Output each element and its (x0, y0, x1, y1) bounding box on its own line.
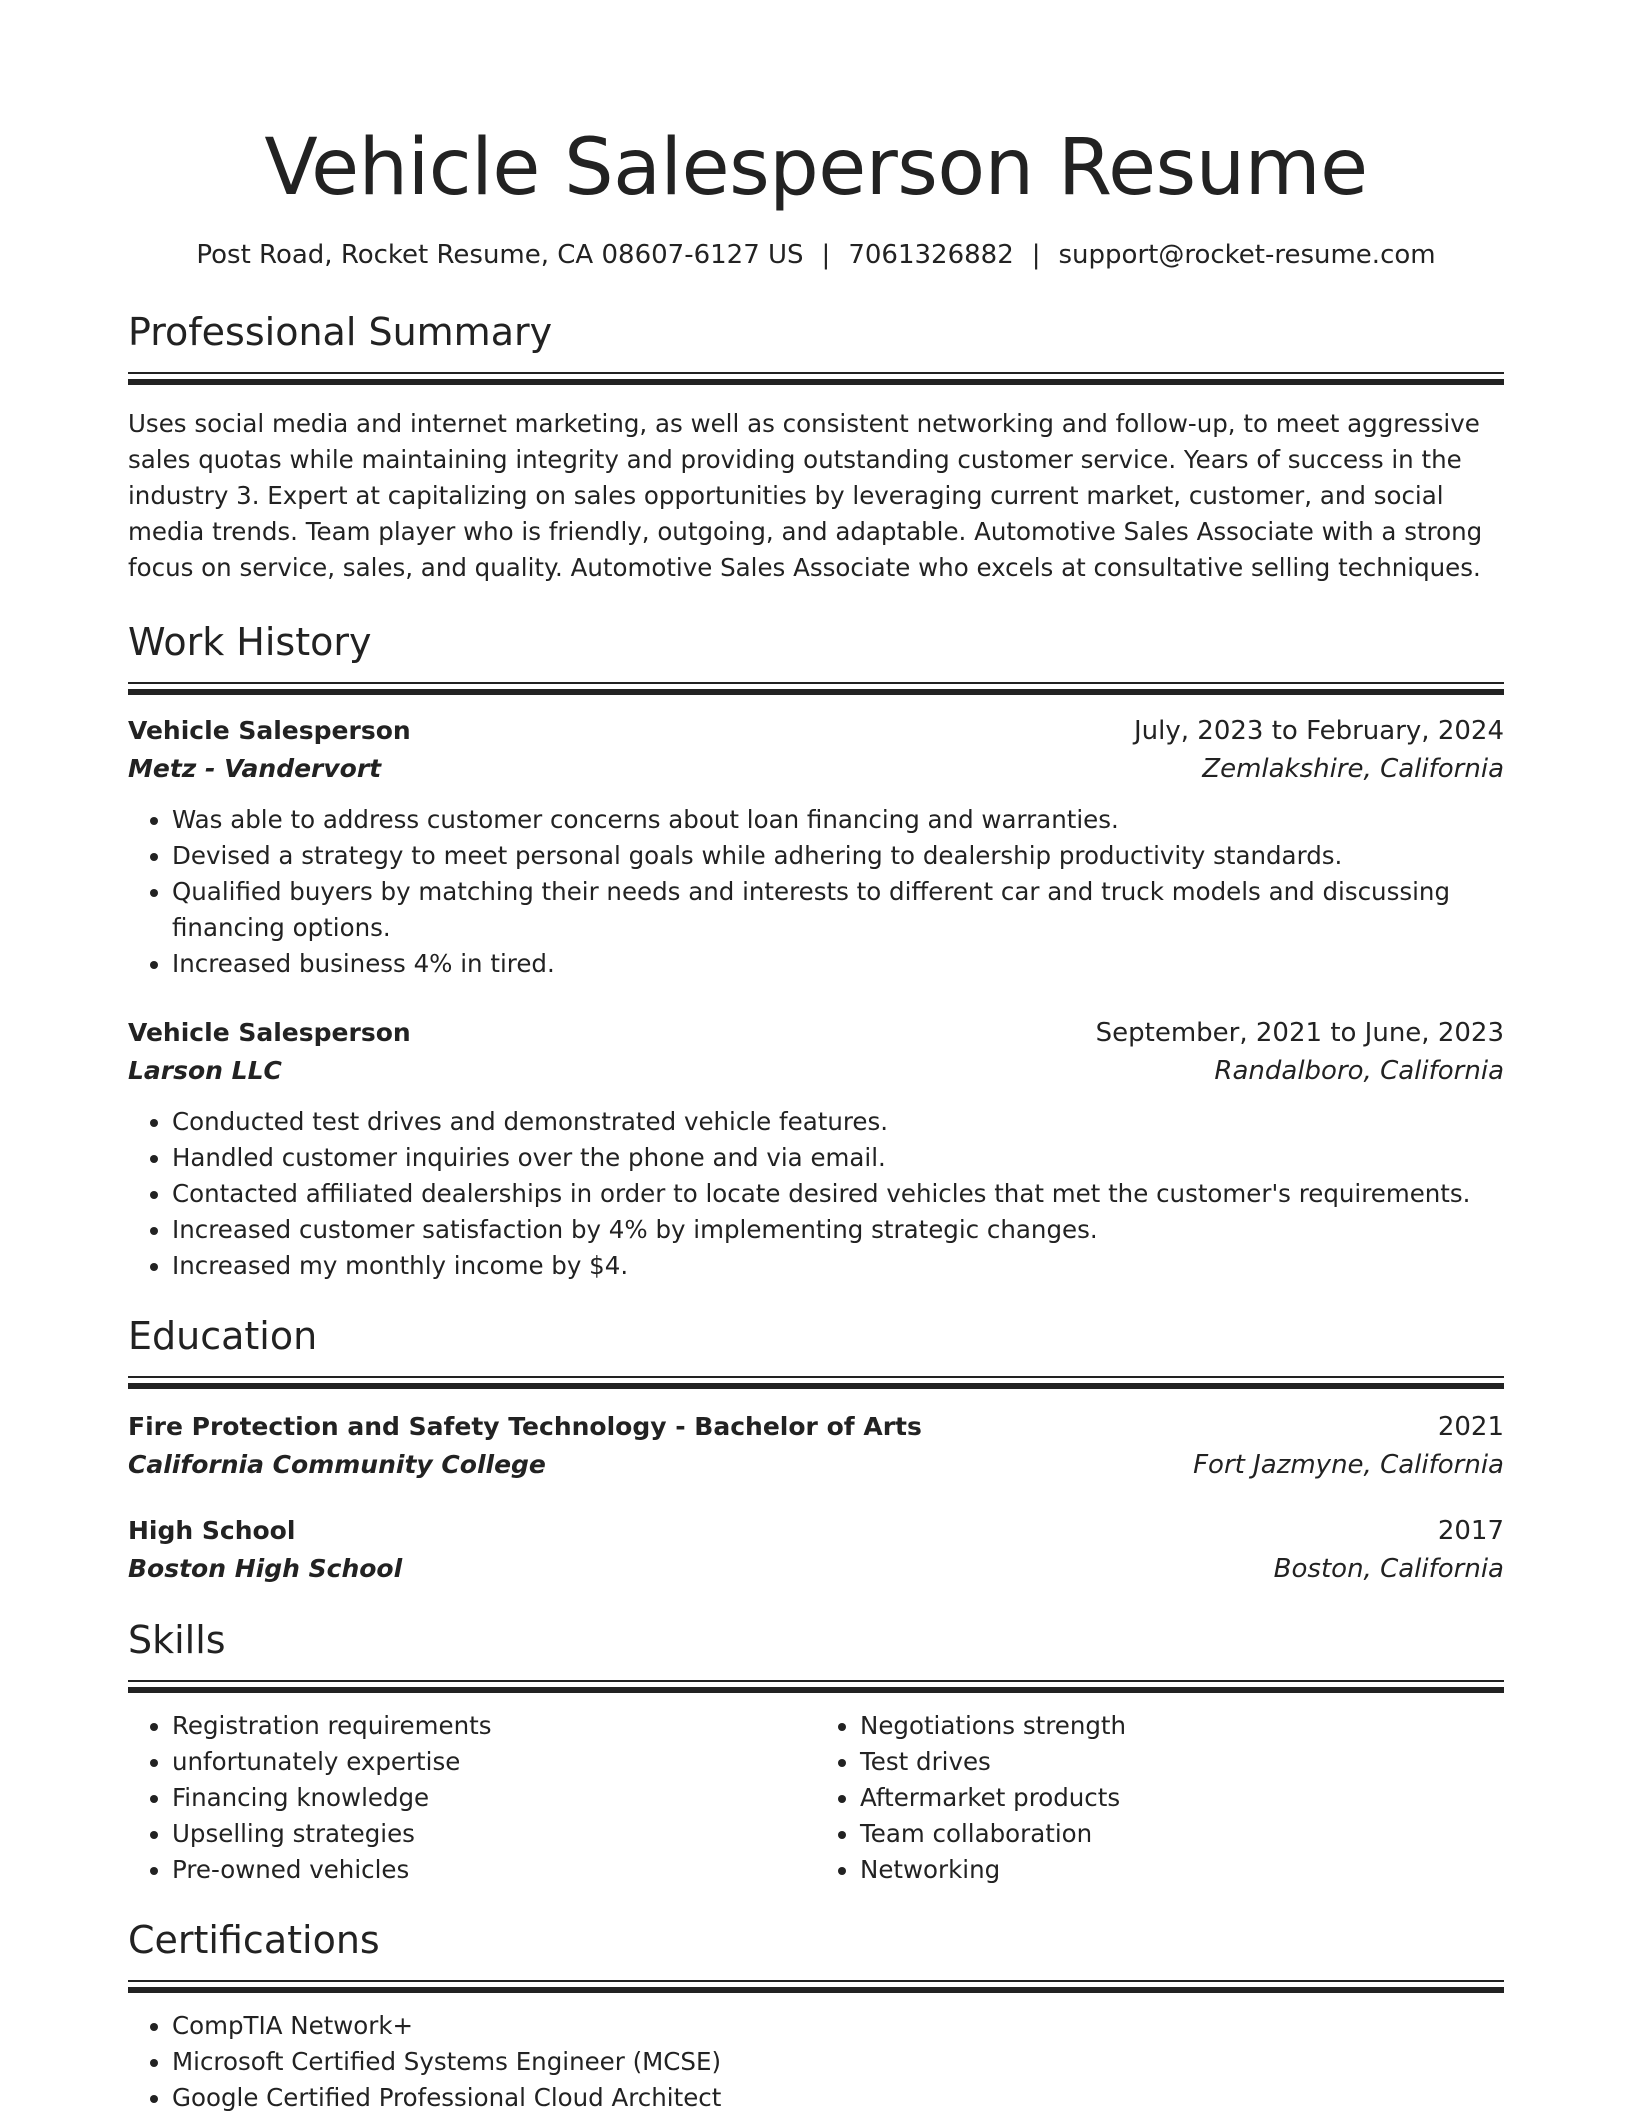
skills-list-left (128, 1708, 816, 1888)
skills-columns (128, 1708, 1504, 1888)
education-header-row (128, 1408, 1504, 1446)
job-title: Vehicle Salesperson (128, 1018, 411, 1047)
summary-section (128, 306, 1504, 586)
job-bullets (128, 802, 1504, 982)
list-item: • Conducted test drives and demonstrated vehicle features. (172, 1104, 1504, 1140)
job-company-row (128, 750, 1504, 788)
education-school-row (128, 1550, 1504, 1588)
section-divider (128, 372, 1504, 386)
list-item: • CompTIA Network+ (172, 2008, 1504, 2044)
certifications-section (128, 1914, 1504, 2116)
list-item: • Handled customer inquiries over the phone and via email. (172, 1140, 1504, 1176)
job-company-row (128, 1052, 1504, 1090)
job-entry (128, 1014, 1504, 1284)
page-title: Vehicle Salesperson Resume (264, 123, 1368, 213)
job-entry (128, 712, 1504, 982)
contact-line (128, 238, 1504, 272)
list-item: • Was able to address customer concerns about loan financing and warranties. (172, 802, 1504, 838)
education-section (128, 1310, 1504, 1588)
list-item: • Increased my monthly income by $4. (172, 1248, 1504, 1284)
job-title: Vehicle Salesperson (128, 716, 411, 745)
list-item: • unfortunately expertise (172, 1744, 816, 1780)
contact-email: support@rocket-resume.com (1058, 240, 1436, 270)
education-school-row (128, 1446, 1504, 1484)
contact-phone: 7061326882 (848, 240, 1014, 270)
job-company: Larson LLC (128, 1056, 282, 1085)
education-school: California Community College (128, 1450, 546, 1479)
section-divider (128, 1680, 1504, 1694)
list-item: • Pre-owned vehicles (172, 1852, 816, 1888)
certifications-list (128, 2008, 1504, 2116)
list-item: • Test drives (860, 1744, 1504, 1780)
job-location: Randalboro, California (1214, 1056, 1504, 1086)
job-dates: July, 2023 to February, 2024 (1134, 716, 1504, 746)
list-item: • Registration requirements (172, 1708, 816, 1744)
education-location: Boston, California (1273, 1554, 1504, 1584)
job-company: Metz - Vandervort (128, 754, 382, 783)
job-header-row (128, 1014, 1504, 1052)
list-item: • Increased business 4% in tired. (172, 946, 1504, 982)
section-heading-summary: Professional Summary (128, 310, 553, 354)
section-heading-work-history: Work History (128, 620, 372, 664)
skills-list-right (816, 1708, 1504, 1888)
education-school: Boston High School (128, 1554, 403, 1583)
education-degree: High School (128, 1516, 296, 1545)
list-item: • Negotiations strength (860, 1708, 1504, 1744)
list-item: • Networking (860, 1852, 1504, 1888)
section-divider (128, 1980, 1504, 1994)
list-item: • Contacted affiliated dealerships in order to locate desired vehicles that met the customer's requirements. (172, 1176, 1504, 1212)
section-heading-certifications: Certifications (128, 1918, 380, 1962)
contact-separator: | (1031, 240, 1041, 270)
list-item: • Google Certified Professional Cloud Architect (172, 2080, 1504, 2116)
education-header-row (128, 1512, 1504, 1550)
section-divider (128, 1376, 1504, 1390)
list-item: • Financing knowledge (172, 1780, 816, 1816)
list-item: • Microsoft Certified Systems Engineer (MCSE) (172, 2044, 1504, 2080)
list-item: • Aftermarket products (860, 1780, 1504, 1816)
education-degree: Fire Protection and Safety Technology - Bachelor of Arts (128, 1412, 922, 1441)
job-header-row (128, 712, 1504, 750)
list-item: • Team collaboration (860, 1816, 1504, 1852)
education-location: Fort Jazmyne, California (1193, 1450, 1504, 1480)
job-location: Zemlakshire, California (1202, 754, 1504, 784)
list-item: • Increased customer satisfaction by 4% by implementing strategic changes. (172, 1212, 1504, 1248)
job-dates: September, 2021 to June, 2023 (1095, 1018, 1504, 1048)
contact-separator: | (821, 240, 831, 270)
list-item: • Upselling strategies (172, 1816, 816, 1852)
work-history-section (128, 616, 1504, 1284)
summary-text: Uses social media and internet marketing, as well as consistent networking and follow-up, to meet aggressive sales quotas while maintaining integrity and providing outstanding customer service. Years of success in the industry 3. Expert at capitalizing on sales opportunities by leveraging current market, customer, and social media trends. Team player who is friendly, outgoing, and adaptable. Automotive Sales Associate with a strong focus on service, sales, and quality. Automotive Sales Associate who excels at consultative selling techniques. (128, 409, 1483, 582)
section-divider (128, 682, 1504, 696)
list-item: • Devised a strategy to meet personal goals while adhering to dealership productivity standards. (172, 838, 1504, 874)
education-year: 2021 (1437, 1412, 1504, 1442)
section-heading-skills: Skills (128, 1618, 226, 1662)
skills-section (128, 1614, 1504, 1888)
list-item: • Qualified buyers by matching their needs and interests to different car and truck models and discussing financing options. (172, 874, 1504, 946)
education-year: 2017 (1437, 1516, 1504, 1546)
section-heading-education: Education (128, 1314, 318, 1358)
contact-address: Post Road, Rocket Resume, CA 08607-6127 US (196, 240, 804, 270)
education-entry (128, 1512, 1504, 1588)
job-bullets (128, 1104, 1504, 1284)
education-entry (128, 1408, 1504, 1484)
